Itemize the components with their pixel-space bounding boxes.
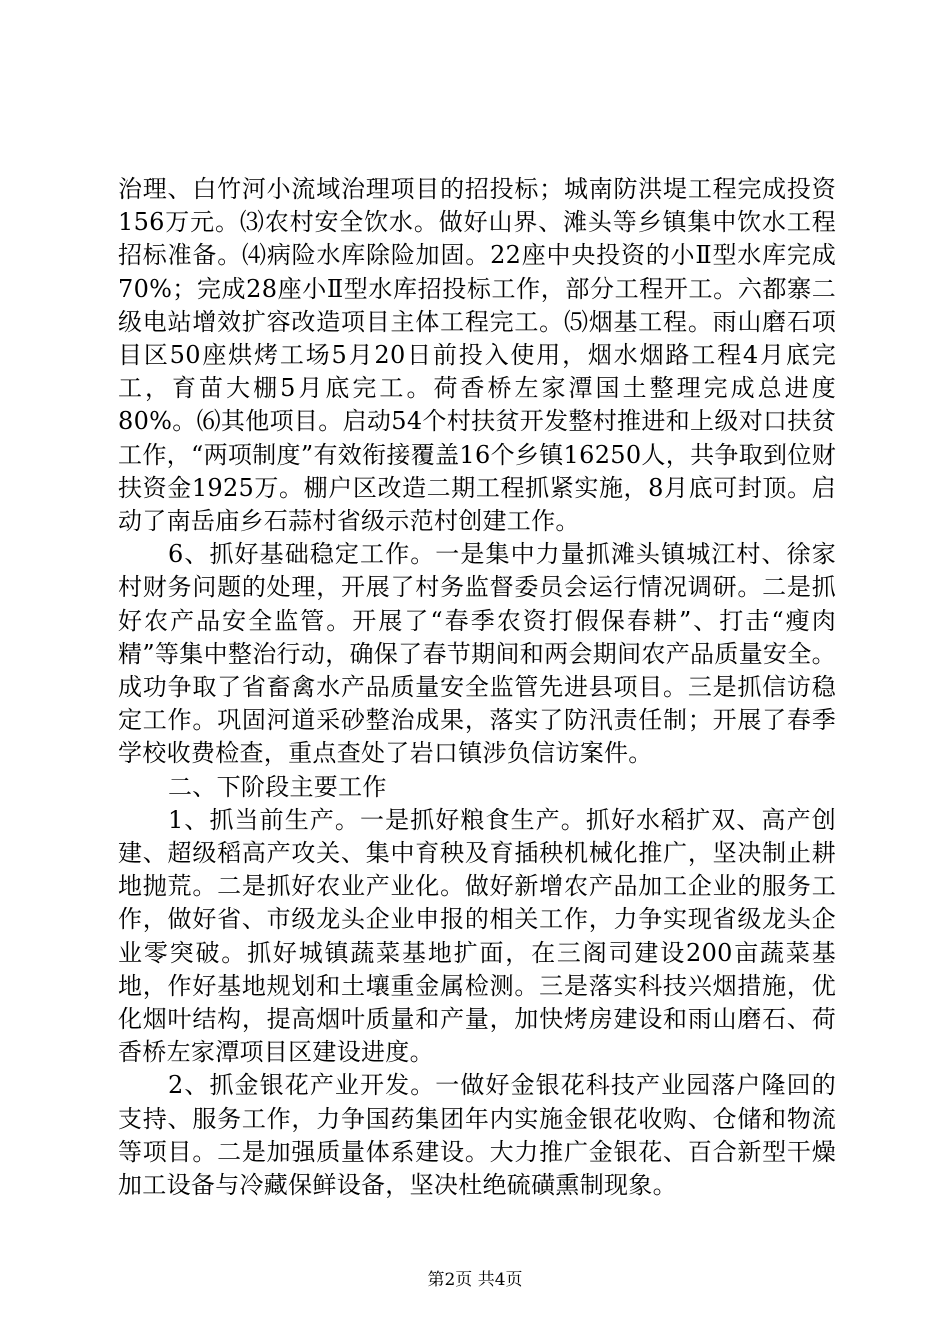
page-footer: 第2页 共4页 (427, 1270, 523, 1290)
paragraph-item-6: 6、抓好基础稳定工作。一是集中力量抓滩头镇城江村、徐家村财务问题的处理，开展了村务监督委员会运行情况调研。二是抓好农产品安全监管。开展了“春季农资打假保春耕”、打击“瘦肉精”等集中整治行动，确保了春节期间和两会期间农产品质量安全。成功争取了省畜禽水产品质量安全监管先进县项目。三是抓信访稳定工作。巩固河道采砂整治成果，落实了防汛责任制；开展了春季学校收费检查，重点查处了岩口镇涉负信访案件。 (118, 540, 836, 768)
document-body (118, 173, 836, 1202)
paragraph-continued: 治理、白竹河小流域治理项目的招投标；城南防洪堤工程完成投资156万元。⑶农村安全饮水。做好山界、滩头等乡镇集中饮水工程招标准备。⑷病险水库除险加固。22座中央投资的小Ⅱ型水库完成70%；完成28座小Ⅱ型水库招投标工作，部分工程开工。六都寨二级电站增效扩容改造项目主体工程完工。⑸烟基工程。雨山磨石项目区50座烘烤工场5月20日前投入使用，烟水烟路工程4月底完工，育苗大棚5月底完工。荷香桥左家潭国土整理完成总进度80%。⑹其他项目。启动54个村扶贫开发整村推进和上级对口扶贫工作，“两项制度”有效衔接覆盖16个乡镇16250人，共争取到位财扶资金1925万。棚户区改造二期工程抓紧实施，8月底可封顶。启动了南岳庙乡石蒜村省级示范村创建工作。 (118, 175, 836, 536)
paragraph-item-2: 2、抓金银花产业开发。一做好金银花科技产业园落户隆回的支持、服务工作，力争国药集团年内实施金银花收购、仓储和物流等项目。二是加强质量体系建设。大力推广金银花、百合新型干燥加工设备与冷藏保鲜设备，坚决杜绝硫磺熏制现象。 (118, 1071, 836, 1200)
paragraph-item-1: 1、抓当前生产。一是抓好粮食生产。抓好水稻扩双、高产创建、超级稻高产攻关、集中育秧及育插秧机械化推广，坚决制止耕地抛荒。二是抓好农业产业化。做好新增农产品加工企业的服务工作，做好省、市级龙头企业申报的相关工作，力争实现省级龙头企业零突破。抓好城镇蔬菜基地扩面，在三阁司建设200亩蔬菜基地，作好基地规划和土壤重金属检测。三是落实科技兴烟措施，优化烟叶结构，提高烟叶质量和产量，加快烤房建设和雨山磨石、荷香桥左家潭项目区建设进度。 (118, 805, 836, 1067)
section-heading-next-stage: 二、下阶段主要工作 (168, 772, 387, 801)
